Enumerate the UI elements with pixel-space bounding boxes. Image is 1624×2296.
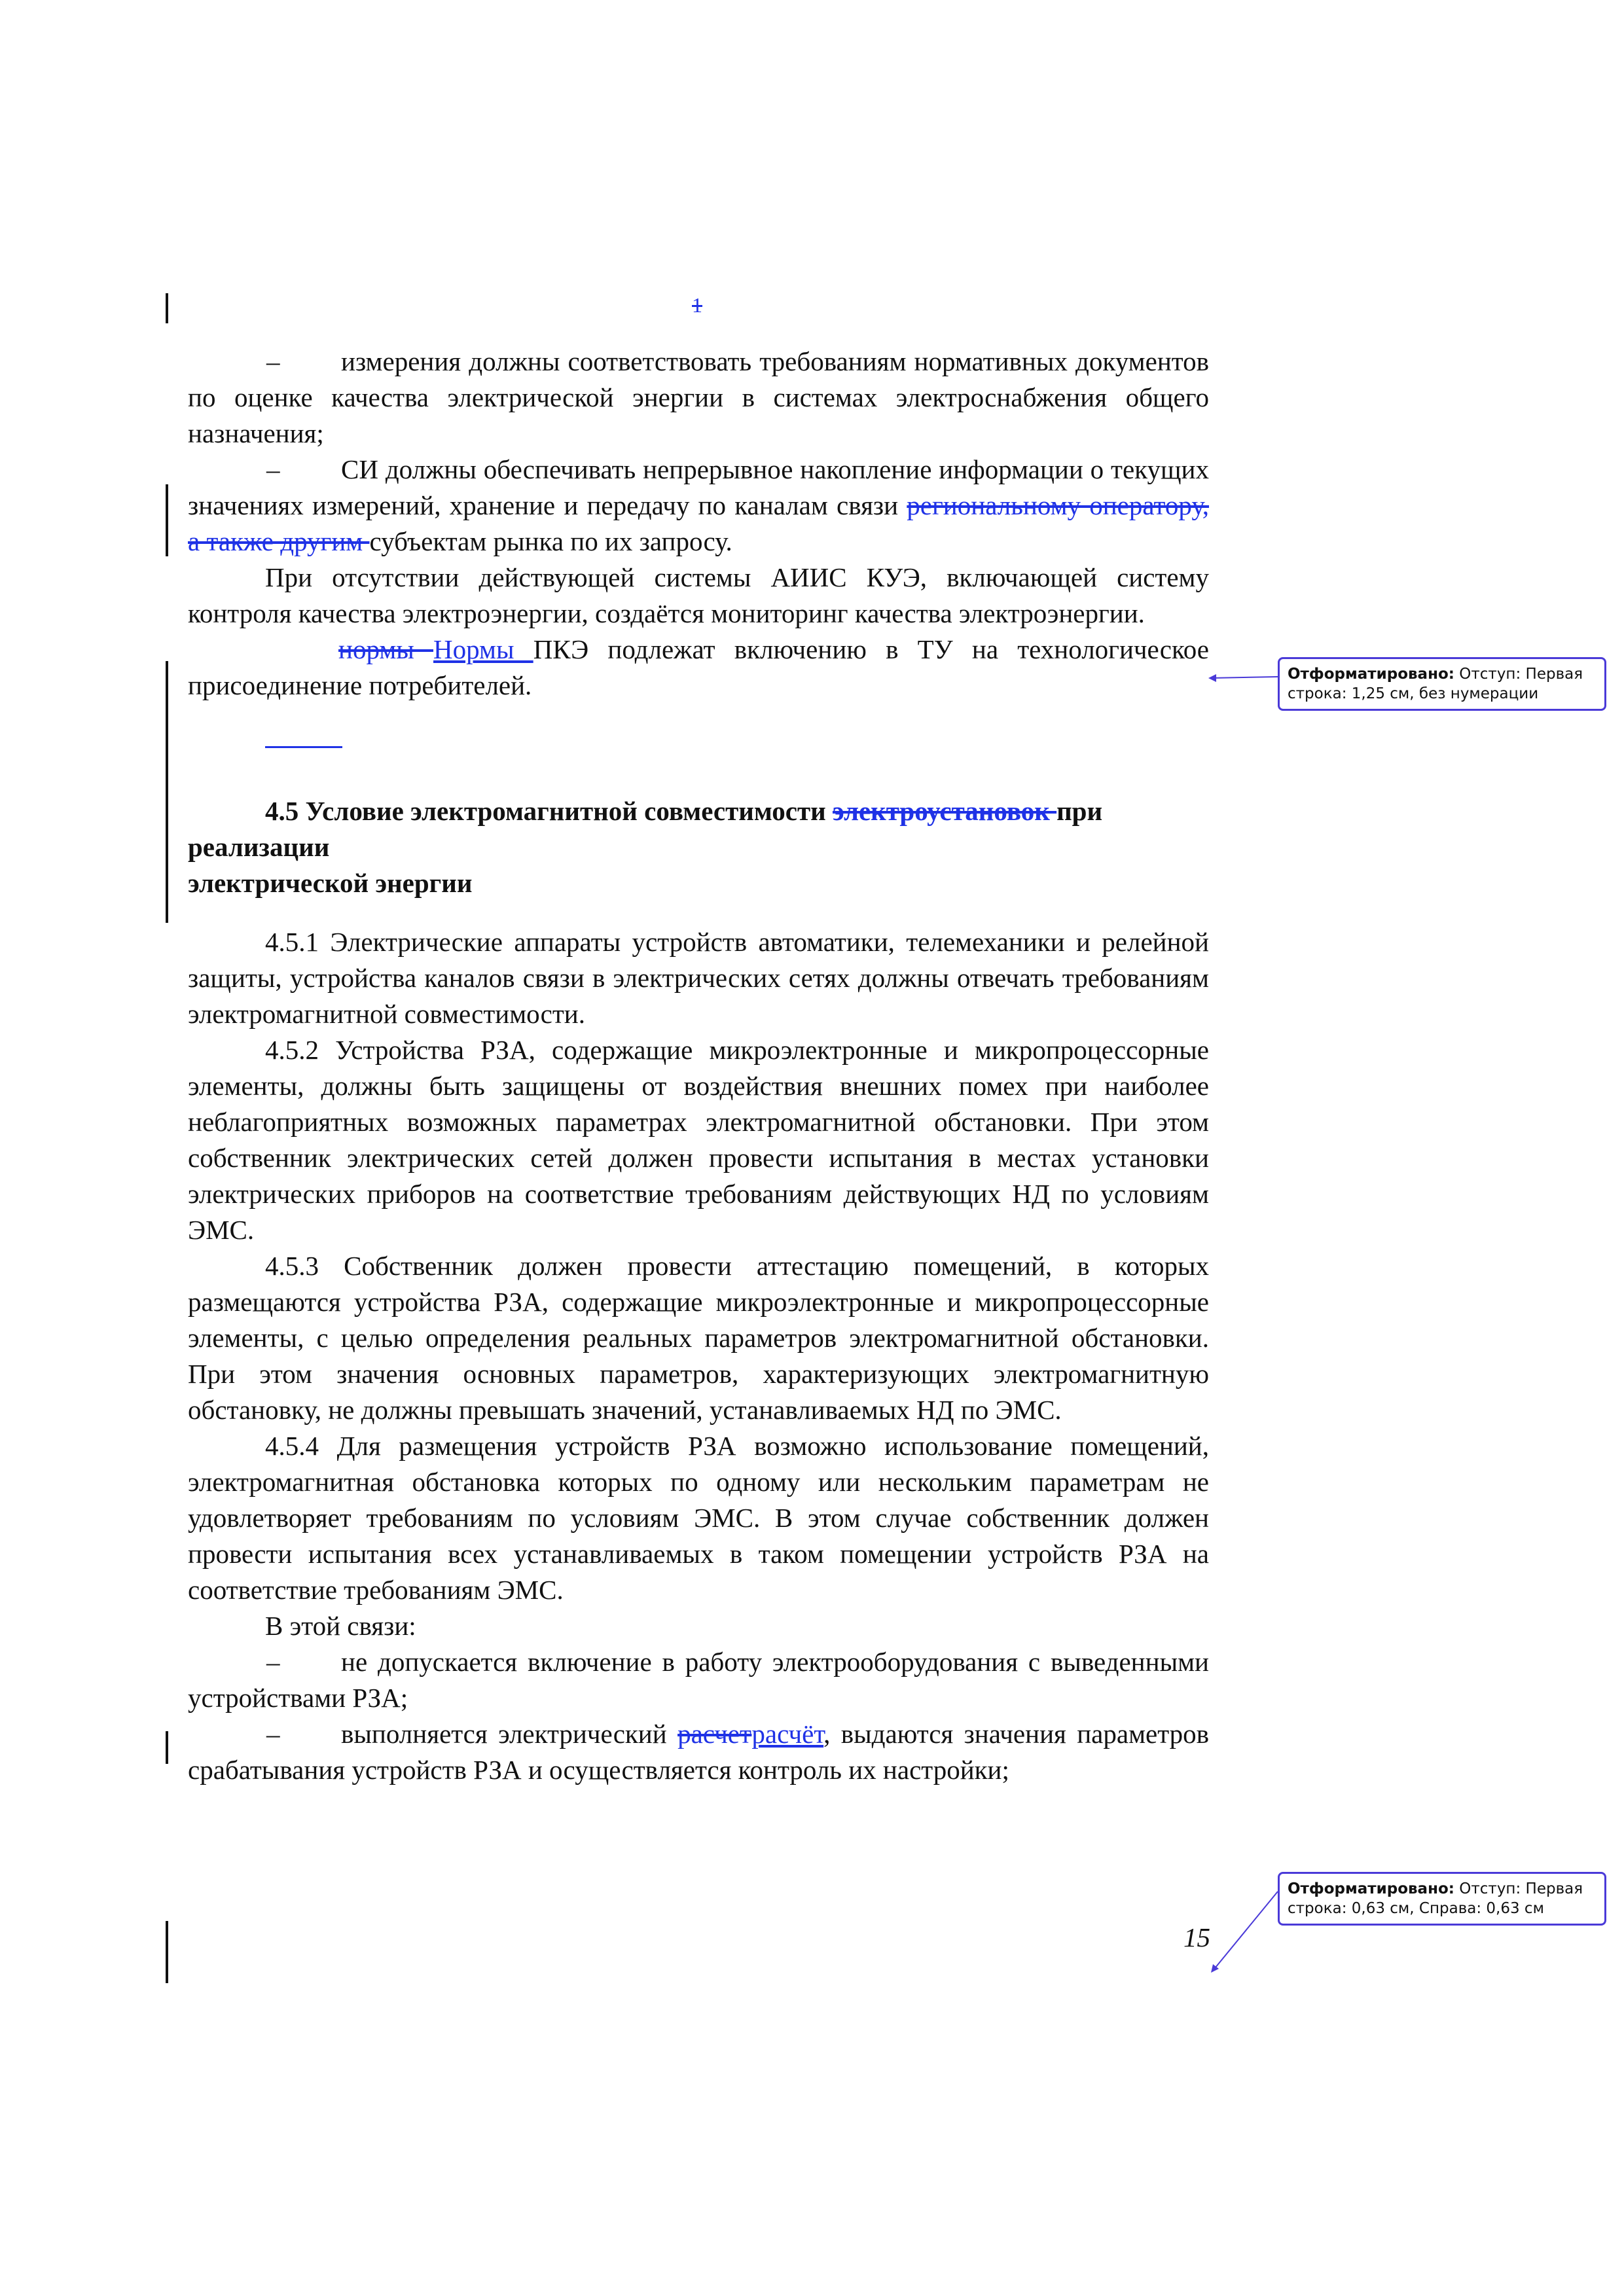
list-dash: – bbox=[266, 1647, 280, 1677]
header-mark: 1 bbox=[692, 293, 702, 317]
connector-line bbox=[1210, 677, 1278, 678]
deleted-text: расчет bbox=[677, 1719, 752, 1749]
inserted-text: Нормы bbox=[433, 634, 533, 664]
list-item-text: , выдаются значения параметров срабатывания устройств РЗА и осуществляется контроль их настройки; bbox=[188, 1719, 1209, 1785]
list-item-text: не допускается включение в работу электрооборудования с выведенными устройствами РЗА; bbox=[188, 1647, 1209, 1713]
paragraph: При отсутствии действующей системы АИИС КУЭ, включающей систему контроля качества электроэнергии, создаётся мониторинг качества электроэнергии. bbox=[188, 562, 1209, 628]
paragraph-text: ПКЭ подлежат включению в ТУ на технологическое присоединение потребителей. bbox=[188, 634, 1209, 700]
page-number: 15 bbox=[1183, 1922, 1210, 1952]
deleted-text: электроустановок bbox=[832, 796, 1057, 826]
balloon-label: Отформатировано: bbox=[1288, 666, 1454, 683]
list-dash: – bbox=[266, 346, 280, 376]
heading-text: при реализации bbox=[188, 796, 1103, 862]
list-item-text: измерения должны соответствовать требованиям нормативных документов по оценке качества электрической энергии в системах электроснабжения общего назначения; bbox=[188, 346, 1209, 448]
balloon-label: Отформатировано: bbox=[1288, 1880, 1454, 1897]
connector-line bbox=[1212, 1892, 1278, 1971]
paragraph: 4.5.2 Устройства РЗА, содержащие микроэлектронные и микропроцессорные элементы, должны быть защищены от воздействия внешних помех при наиболее неблагоприятных возможных параметрах электромагнитной обстановки. При этом собственник электрических сетей должен провести испытания в местах установки электрических приборов на соответствие требованиям действующих НД по условиям ЭМС. bbox=[188, 1035, 1209, 1245]
balloon-text: Отступ: Первая строка: 0,63 см, Справа: 0,63 см bbox=[1288, 1880, 1583, 1917]
paragraph: 4.5.1 Электрические аппараты устройств автоматики, телемеханики и релейной защиты, устройства каналов связи в электрических сетях должны отвечать требованиям электромагнитной совместимости. bbox=[188, 927, 1209, 1029]
paragraph: 4.5.3 Собственник должен провести аттестацию помещений, в которых размещаются устройства РЗА, содержащие микроэлектронные и микропроцессорные элементы, с целью определения реальных параметров электромагнитной обстановки. При этом значения основных параметров, характеризующих электромагнитную обстановку, не должны превышать значений, устанавливаемых НД по ЭМС. bbox=[188, 1251, 1209, 1425]
connector-arrow bbox=[1208, 674, 1216, 682]
list-dash: – bbox=[266, 1719, 280, 1749]
list-item-text: выполняется электрический bbox=[341, 1719, 678, 1749]
paragraph: 4.5.4 Для размещения устройств РЗА возможно использование помещений, электромагнитная обстановка которых по одному или нескольким параметрам не удовлетворяет требованиям по условиям ЭМС. В этом случае собственник должен провести испытания всех устанавливаемых в таком помещении устройств РЗА на соответствие требованиям ЭМС. bbox=[188, 1431, 1209, 1605]
heading-text: электрической энергии bbox=[188, 868, 473, 898]
deleted-text: нормы bbox=[338, 634, 434, 664]
list-dash: – bbox=[266, 454, 280, 484]
inserted-text: расчёт bbox=[751, 1719, 824, 1749]
heading-text: 4.5 Условие электромагнитной совместимости bbox=[265, 796, 833, 826]
deleted-text: региональному оператору, а также другим bbox=[188, 490, 1210, 556]
list-item-text: СИ должны обеспечивать непрерывное накопление информации о текущих значениях измерений, хранение и передачу по каналам связи bbox=[188, 454, 1209, 520]
paragraph: В этой связи: bbox=[265, 1611, 416, 1641]
list-item-text: субъектам рынка по их запросу. bbox=[369, 526, 732, 556]
balloon-text: Отступ: Первая строка: 1,25 см, без нумерации bbox=[1288, 666, 1583, 702]
